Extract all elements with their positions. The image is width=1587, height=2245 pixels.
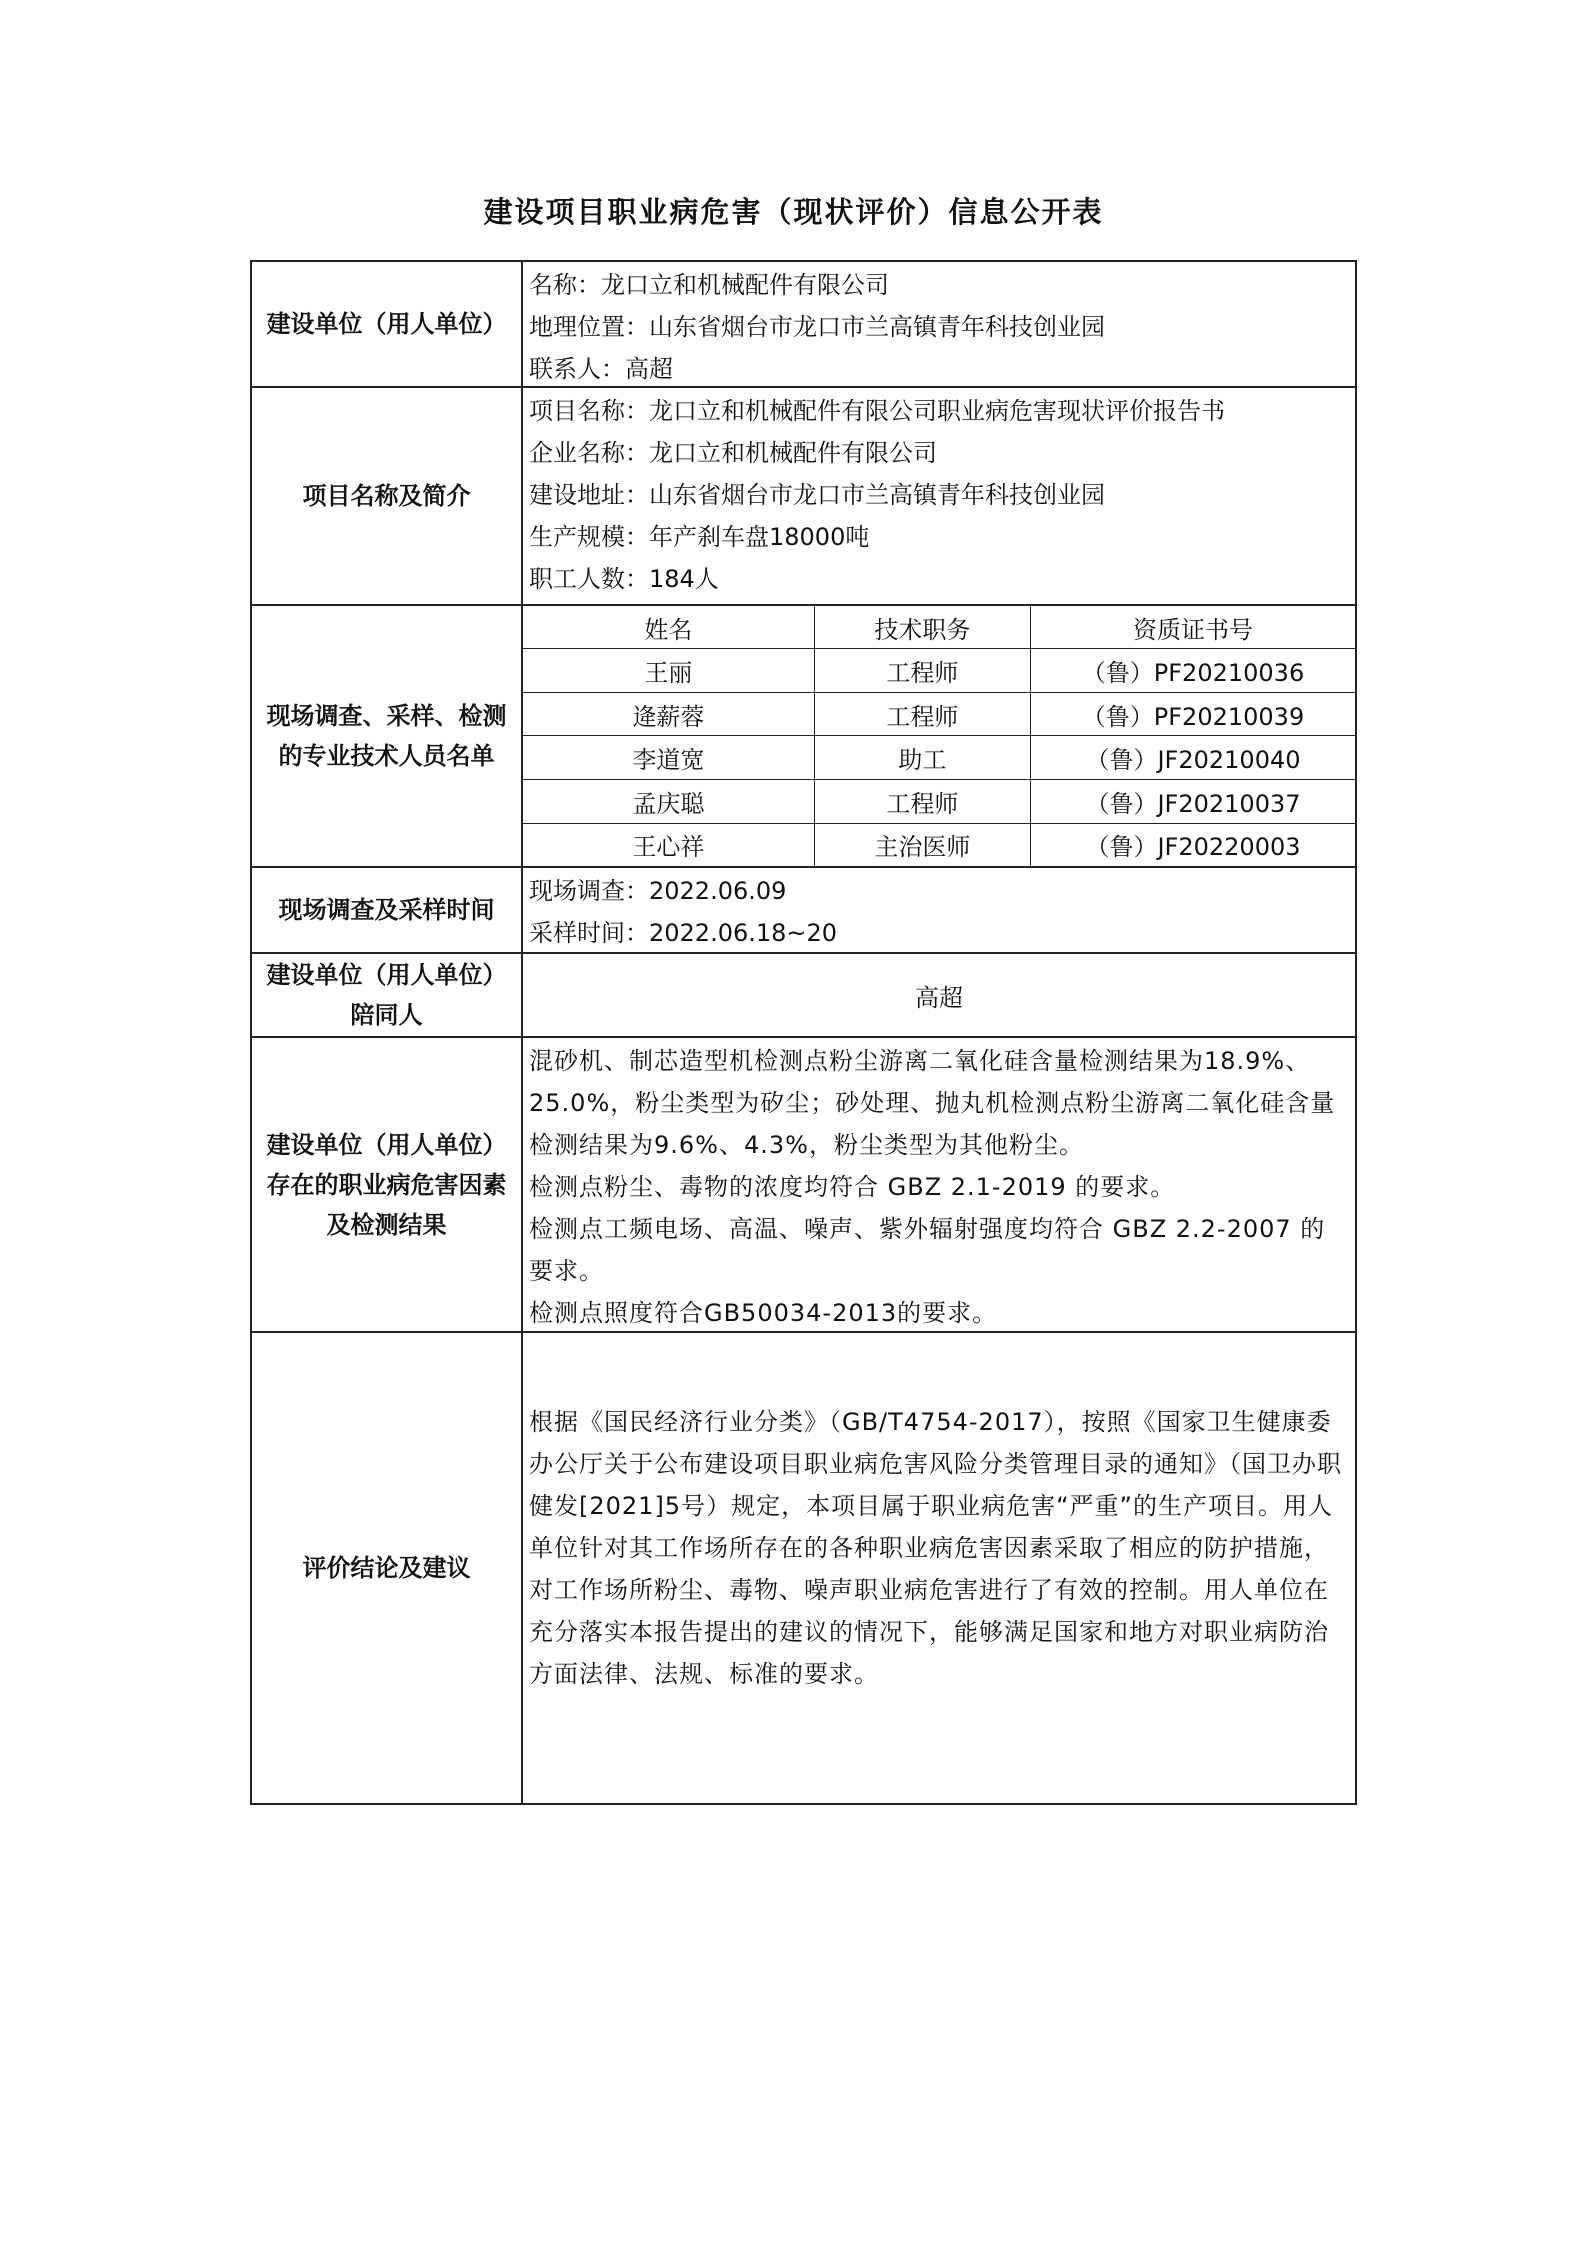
- staff-title: 工程师: [814, 780, 1030, 824]
- row-conclusion-content: [523, 1333, 1355, 1803]
- staff-name: 孟庆聪: [523, 780, 814, 824]
- staff-name: 王丽: [523, 649, 814, 693]
- staff-cert: （鲁）JF20220003: [1031, 823, 1356, 866]
- survey-date: 现场调查：2022.06.09: [529, 877, 787, 905]
- row-survey-time: [250, 866, 1357, 954]
- companion-name: 高超: [915, 983, 963, 1012]
- row-unit-label: 建设单位（用人单位）: [252, 262, 523, 386]
- staff-header-cert: 资质证书号: [1031, 606, 1356, 649]
- row-companion: [250, 952, 1357, 1038]
- row-staff-label: 现场调查、采样、检测的专业技术人员名单: [252, 606, 523, 866]
- staff-cert: （鲁）PF20210039: [1031, 692, 1356, 736]
- row-staff: [250, 604, 1357, 868]
- staff-title: 助工: [814, 736, 1030, 780]
- row-hazards: [250, 1036, 1357, 1333]
- table-row: [523, 780, 1355, 824]
- row-staff-content: [523, 606, 1355, 866]
- staff-title: 主治医师: [814, 823, 1030, 866]
- unit-location: 地理位置：山东省烟台市龙口市兰高镇青年科技创业园: [529, 313, 1105, 341]
- hazard-physical-result: 检测点工频电场、高温、噪声、紫外辐射强度均符合 GBZ 2.2-2007 的要求。: [529, 1215, 1326, 1285]
- staff-name: 李道宽: [523, 736, 814, 780]
- sampling-date: 采样时间：2022.06.18~20: [529, 919, 838, 947]
- unit-contact: 联系人：高超: [529, 355, 673, 383]
- table-row: [523, 692, 1355, 736]
- row-conclusion: [250, 1331, 1357, 1805]
- project-name: 项目名称：龙口立和机械配件有限公司职业病危害现状评价报告书: [529, 397, 1225, 425]
- staff-cert: （鲁）JF20210040: [1031, 736, 1356, 780]
- hazard-illuminance-result: 检测点照度符合GB50034-2013的要求。: [529, 1299, 998, 1327]
- hazard-dust-toxic-result: 检测点粉尘、毒物的浓度均符合 GBZ 2.1-2019 的要求。: [529, 1173, 1176, 1201]
- row-project: [250, 386, 1357, 606]
- project-company: 企业名称：龙口立和机械配件有限公司: [529, 439, 937, 467]
- staff-title: 工程师: [814, 692, 1030, 736]
- row-hazards-content: [523, 1038, 1355, 1331]
- staff-name: 王心祥: [523, 823, 814, 866]
- staff-name: 逄薪蓉: [523, 692, 814, 736]
- row-project-content: [523, 388, 1355, 604]
- table-row: [523, 736, 1355, 780]
- row-unit: [250, 260, 1357, 388]
- staff-cert: （鲁）PF20210036: [1031, 649, 1356, 693]
- table-row: [523, 649, 1355, 693]
- hazard-silica-result: 混砂机、制芯造型机检测点粉尘游离二氧化硅含量检测结果为18.9%、25.0%，粉尘类型为矽尘；砂处理、抛丸机检测点粉尘游离二氧化硅含量检测结果为9.6%、4.3%，粉尘类型为其他粉尘。: [529, 1047, 1336, 1159]
- row-companion-label: 建设单位（用人单位）陪同人: [252, 954, 523, 1036]
- project-scale: 生产规模：年产刹车盘18000吨: [529, 523, 870, 551]
- row-conclusion-label: 评价结论及建议: [252, 1333, 523, 1803]
- staff-cert: （鲁）JF20210037: [1031, 780, 1356, 824]
- unit-name: 名称：龙口立和机械配件有限公司: [529, 271, 889, 299]
- staff-title: 工程师: [814, 649, 1030, 693]
- project-headcount: 职工人数：184人: [529, 565, 719, 593]
- staff-table: [523, 606, 1355, 866]
- row-survey-time-label: 现场调查及采样时间: [252, 868, 523, 952]
- conclusion-text: 根据《国民经济行业分类》（GB/T4754-2017），按照《国家卫生健康委办公厅关于公布建设项目职业病危害风险分类管理目录的通知》（国卫办职健发[2021]5号）规定，本项目属于职业病危害“严重”的生产项目。用人单位针对其工作场所存在的各种职业病危害因素采取了相应的防护措施，对工作场所粉尘、毒物、噪声职业病危害进行了有效的控制。用人单位在充分落实本报告提出的建议的情况下，能够满足国家和地方对职业病防治方面法律、法规、标准的要求。: [529, 1408, 1342, 1688]
- page-title: 建设项目职业病危害（现状评价）信息公开表: [483, 195, 1104, 229]
- staff-header-name: 姓名: [523, 606, 814, 649]
- staff-table-header: [523, 606, 1355, 649]
- row-project-label: 项目名称及简介: [252, 388, 523, 604]
- project-address: 建设地址：山东省烟台市龙口市兰高镇青年科技创业园: [529, 481, 1105, 509]
- staff-header-title: 技术职务: [814, 606, 1030, 649]
- row-survey-time-content: [523, 868, 1355, 952]
- row-hazards-label: 建设单位（用人单位）存在的职业病危害因素及检测结果: [252, 1038, 523, 1331]
- row-unit-content: [523, 262, 1355, 386]
- table-row: [523, 823, 1355, 866]
